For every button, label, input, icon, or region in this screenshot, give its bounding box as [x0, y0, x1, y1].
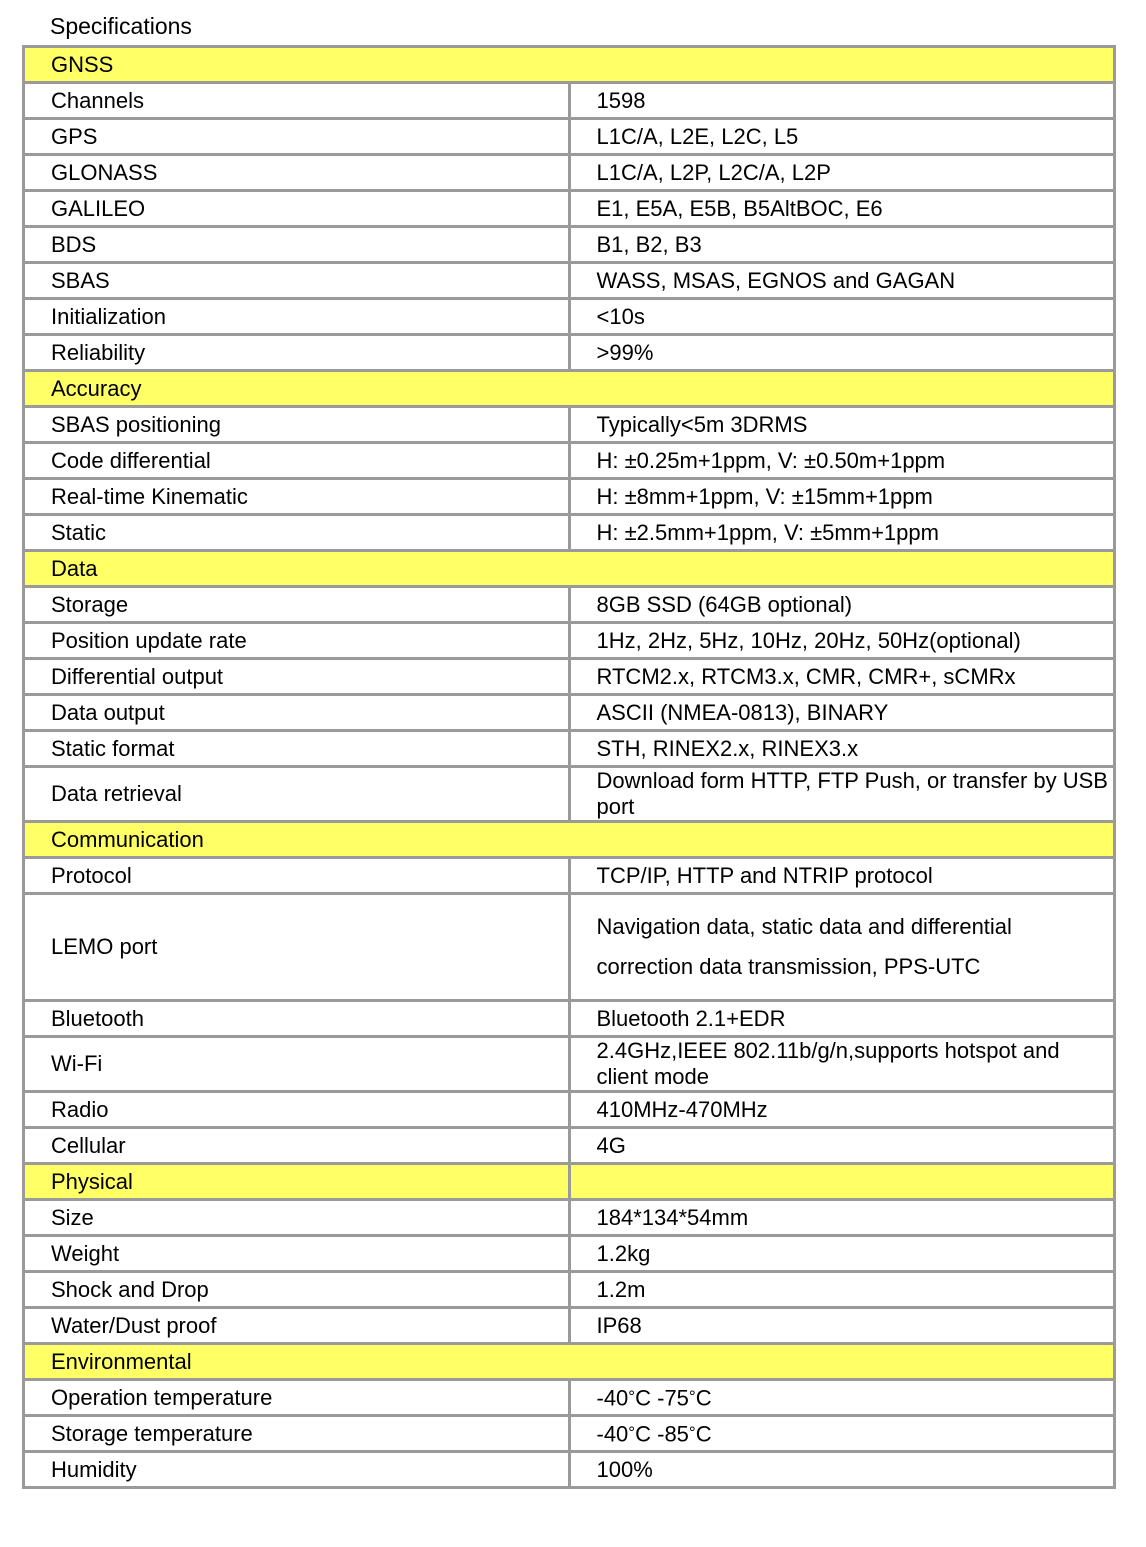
spec-value-initialization: <10s [569, 299, 1115, 335]
table-row [24, 227, 1115, 263]
spec-label-galileo: GALILEO [24, 191, 570, 227]
spec-label-storage: Storage [24, 587, 570, 623]
section-header-data: Data [24, 551, 1115, 587]
degree-celsius-icon: ° [628, 1386, 636, 1406]
table-row [24, 263, 1115, 299]
section-header-row-accuracy [24, 371, 1115, 407]
table-row [24, 1037, 1115, 1092]
section-header-row-gnss [24, 47, 1115, 83]
spec-label-data-output: Data output [24, 695, 570, 731]
spec-label-channels: Channels [24, 83, 570, 119]
spec-value-humidity: 100% [569, 1452, 1115, 1488]
spec-value-bds: B1, B2, B3 [569, 227, 1115, 263]
section-header-communication: Communication [24, 822, 1115, 858]
spec-value-gps: L1C/A, L2E, L2C, L5 [569, 119, 1115, 155]
spec-value-sbas: WASS, MSAS, EGNOS and GAGAN [569, 263, 1115, 299]
spec-label-gps: GPS [24, 119, 570, 155]
spec-label-static-format: Static format [24, 731, 570, 767]
section-header-row-environmental [24, 1344, 1115, 1380]
table-row [24, 731, 1115, 767]
spec-value-static: H: ±2.5mm+1ppm, V: ±5mm+1ppm [569, 515, 1115, 551]
specifications-table-body [24, 47, 1115, 1488]
spec-label-radio: Radio [24, 1092, 570, 1128]
spec-label-differential-output: Differential output [24, 659, 570, 695]
spec-label-water-dust-proof: Water/Dust proof [24, 1308, 570, 1344]
table-row [24, 623, 1115, 659]
spec-value-wi-fi: 2.4GHz,IEEE 802.11b/g/n,supports hotspot and client mode [569, 1037, 1115, 1092]
spec-value-storage-temperature: -40°C -85°C [569, 1416, 1115, 1452]
table-row [24, 335, 1115, 371]
spec-value-bluetooth: Bluetooth 2.1+EDR [569, 1001, 1115, 1037]
section-header-row-physical [24, 1164, 1115, 1200]
table-row [24, 1092, 1115, 1128]
spec-label-storage-temperature: Storage temperature [24, 1416, 570, 1452]
spec-value-water-dust-proof: IP68 [569, 1308, 1115, 1344]
spec-label-initialization: Initialization [24, 299, 570, 335]
table-row [24, 1128, 1115, 1164]
spec-label-cellular: Cellular [24, 1128, 570, 1164]
table-row [24, 479, 1115, 515]
spec-value-cellular: 4G [569, 1128, 1115, 1164]
spec-label-reliability: Reliability [24, 335, 570, 371]
spec-label-sbas: SBAS [24, 263, 570, 299]
degree-celsius-icon: ° [628, 1422, 636, 1442]
table-row [24, 83, 1115, 119]
table-row [24, 858, 1115, 894]
table-row [24, 515, 1115, 551]
spec-label-position-update-rate: Position update rate [24, 623, 570, 659]
spec-value-weight: 1.2kg [569, 1236, 1115, 1272]
spec-value-storage: 8GB SSD (64GB optional) [569, 587, 1115, 623]
spec-label-data-retrieval: Data retrieval [24, 767, 570, 822]
table-row [24, 191, 1115, 227]
section-header-row-data [24, 551, 1115, 587]
spec-label-sbas-positioning: SBAS positioning [24, 407, 570, 443]
table-row [24, 1236, 1115, 1272]
spec-value-position-update-rate: 1Hz, 2Hz, 5Hz, 10Hz, 20Hz, 50Hz(optional) [569, 623, 1115, 659]
table-row [24, 767, 1115, 822]
degree-celsius-icon: ° [688, 1386, 696, 1406]
spec-value-static-format: STH, RINEX2.x, RINEX3.x [569, 731, 1115, 767]
section-header-environmental: Environmental [24, 1344, 1115, 1380]
spec-label-real-time-kinematic: Real-time Kinematic [24, 479, 570, 515]
table-row [24, 407, 1115, 443]
table-row [24, 1200, 1115, 1236]
spec-value-real-time-kinematic: H: ±8mm+1ppm, V: ±15mm+1ppm [569, 479, 1115, 515]
spec-value-radio: 410MHz-470MHz [569, 1092, 1115, 1128]
specifications-table [22, 45, 1116, 1489]
spec-label-lemo-port: LEMO port [24, 894, 570, 1001]
table-row [24, 1308, 1115, 1344]
spec-label-weight: Weight [24, 1236, 570, 1272]
degree-celsius-icon: ° [688, 1422, 696, 1442]
spec-value-data-retrieval: Download form HTTP, FTP Push, or transfer by USB port [569, 767, 1115, 822]
spec-value-shock-and-drop: 1.2m [569, 1272, 1115, 1308]
section-header-spacer-physical [569, 1164, 1115, 1200]
table-row [24, 587, 1115, 623]
spec-label-humidity: Humidity [24, 1452, 570, 1488]
table-row [24, 1452, 1115, 1488]
spec-label-bds: BDS [24, 227, 570, 263]
spec-label-code-differential: Code differential [24, 443, 570, 479]
spec-label-bluetooth: Bluetooth [24, 1001, 570, 1037]
spec-value-channels: 1598 [569, 83, 1115, 119]
spec-value-sbas-positioning: Typically<5m 3DRMS [569, 407, 1115, 443]
table-row [24, 1272, 1115, 1308]
section-header-physical: Physical [24, 1164, 570, 1200]
spec-label-shock-and-drop: Shock and Drop [24, 1272, 570, 1308]
spec-label-glonass: GLONASS [24, 155, 570, 191]
spec-label-operation-temperature: Operation temperature [24, 1380, 570, 1416]
spec-value-data-output: ASCII (NMEA-0813), BINARY [569, 695, 1115, 731]
table-row [24, 695, 1115, 731]
table-row [24, 1380, 1115, 1416]
spec-value-lemo-port: Navigation data, static data and differential correction data transmission, PPS-UTC [569, 894, 1115, 1001]
spec-value-glonass: L1C/A, L2P, L2C/A, L2P [569, 155, 1115, 191]
spec-value-galileo: E1, E5A, E5B, B5AltBOC, E6 [569, 191, 1115, 227]
spec-value-code-differential: H: ±0.25m+1ppm, V: ±0.50m+1ppm [569, 443, 1115, 479]
table-row [24, 299, 1115, 335]
table-row [24, 119, 1115, 155]
spec-value-operation-temperature: -40°C -75°C [569, 1380, 1115, 1416]
section-header-row-communication [24, 822, 1115, 858]
spec-value-differential-output: RTCM2.x, RTCM3.x, CMR, CMR+, sCMRx [569, 659, 1115, 695]
spec-value-protocol: TCP/IP, HTTP and NTRIP protocol [569, 858, 1115, 894]
page-title: Specifications [50, 13, 192, 39]
spec-label-wi-fi: Wi-Fi [24, 1037, 570, 1092]
spec-value-reliability: >99% [569, 335, 1115, 371]
table-row [24, 443, 1115, 479]
table-row [24, 894, 1115, 1001]
spec-label-static: Static [24, 515, 570, 551]
spec-label-size: Size [24, 1200, 570, 1236]
table-row [24, 1416, 1115, 1452]
table-row [24, 659, 1115, 695]
spec-label-protocol: Protocol [24, 858, 570, 894]
section-header-accuracy: Accuracy [24, 371, 1115, 407]
section-header-gnss: GNSS [24, 47, 1115, 83]
table-row [24, 155, 1115, 191]
spec-value-size: 184*134*54mm [569, 1200, 1115, 1236]
table-row [24, 1001, 1115, 1037]
